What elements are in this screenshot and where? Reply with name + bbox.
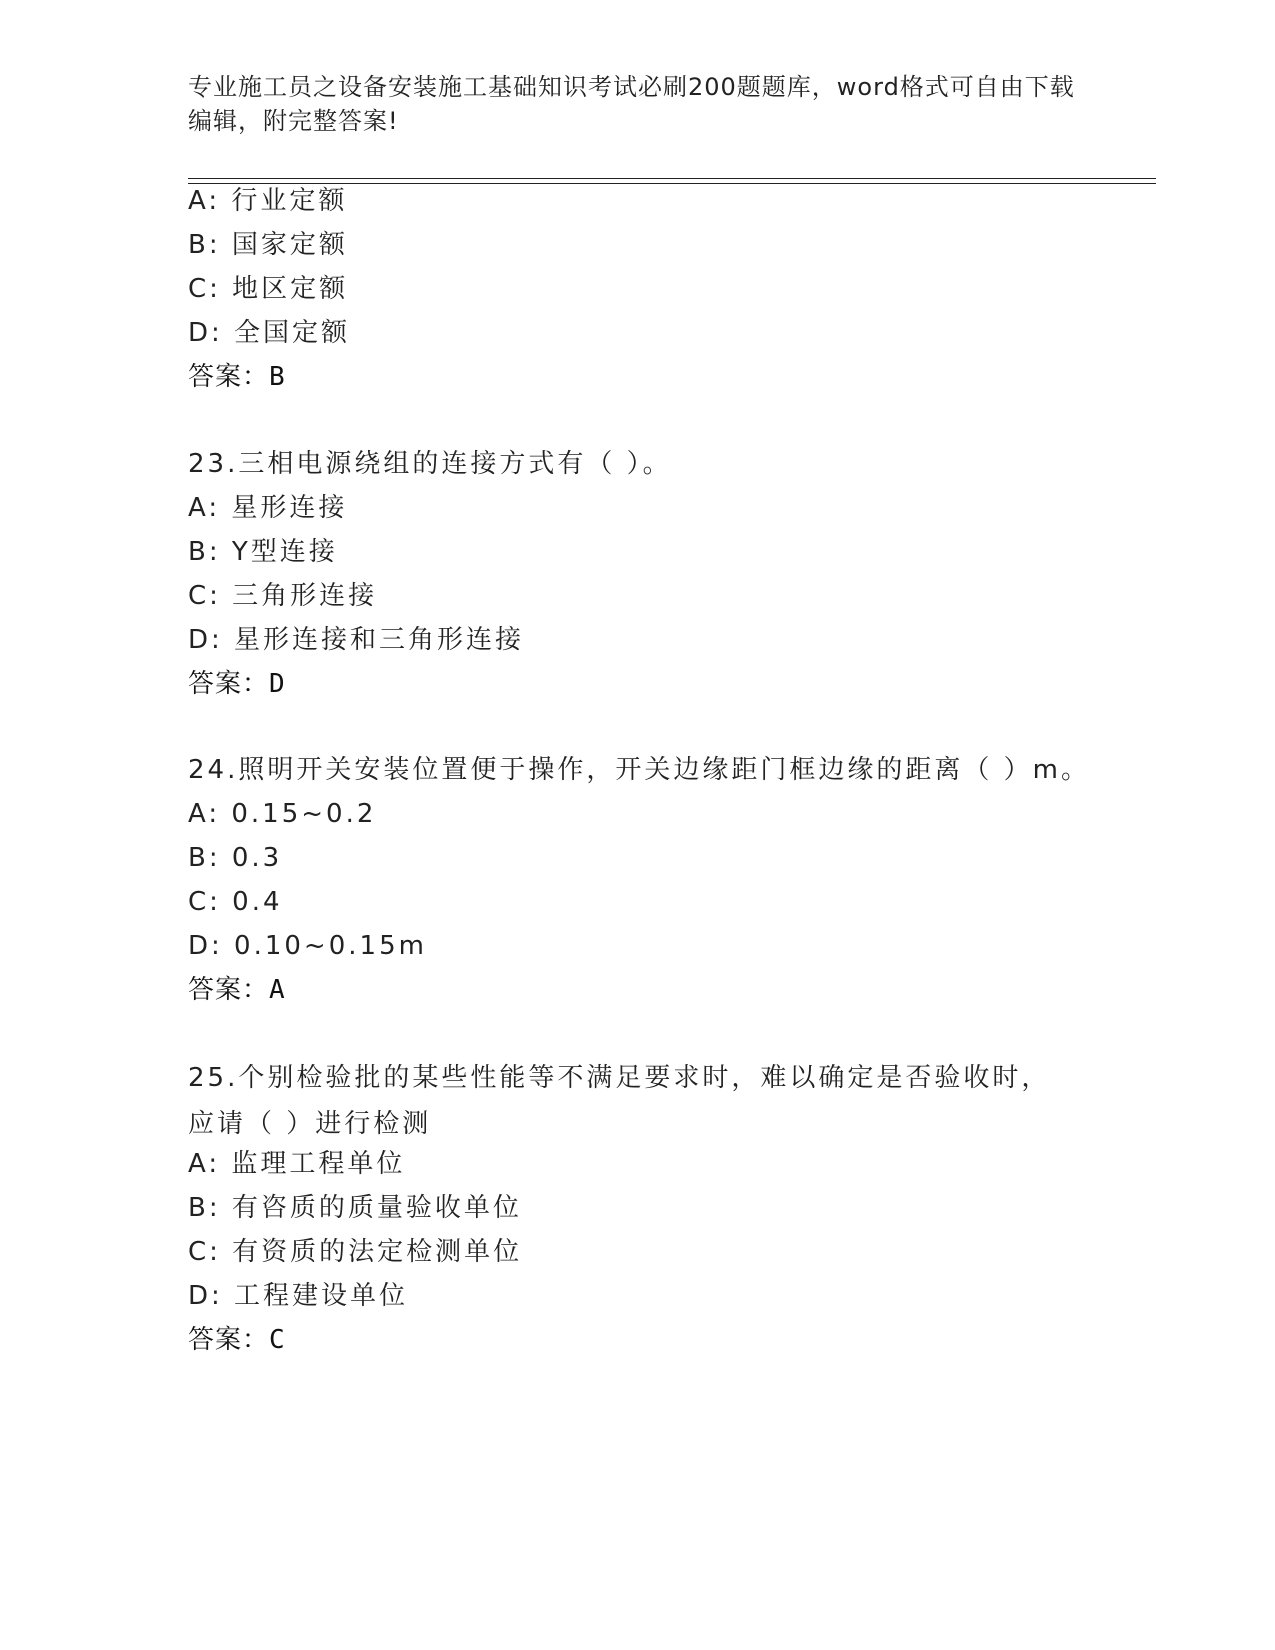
- answer-label: 答案：: [188, 669, 270, 699]
- question-text: 25.个别检验批的某些性能等不满足要求时，难以确定是否验收时，应请（ ）进行检测: [188, 1063, 1051, 1139]
- question-text: 24.照明开关安装位置便于操作，开关边缘距门框边缘的距离（ ）m。: [188, 755, 1090, 785]
- option-d: D: 全国定额: [188, 318, 351, 348]
- option-a: A: 0.15~0.2: [188, 799, 377, 829]
- option-d: D: 0.10~0.15m: [188, 931, 427, 961]
- answer-line: [188, 667, 286, 701]
- option-b: B: Y型连接: [188, 537, 338, 567]
- answer-label: 答案：: [188, 975, 270, 1005]
- answer-value: B: [269, 362, 286, 392]
- option-c: C: 三角形连接: [188, 581, 378, 611]
- answer-label: 答案：: [188, 362, 270, 392]
- option-b: B: 国家定额: [188, 230, 348, 260]
- answer-value: A: [269, 975, 286, 1005]
- option-d: D: 星形连接和三角形连接: [188, 625, 525, 655]
- answer-label: 答案：: [188, 1325, 270, 1355]
- option-b: B: 0.3: [188, 843, 283, 873]
- option-d: D: 工程建设单位: [188, 1281, 409, 1311]
- option-c: C: 地区定额: [188, 274, 349, 304]
- option-b: B: 有咨质的质量验收单位: [188, 1193, 522, 1223]
- question-text: 23.三相电源绕组的连接方式有（ ）。: [188, 449, 672, 479]
- option-a: A: 星形连接: [188, 493, 348, 523]
- option-a: A: 行业定额: [188, 186, 348, 216]
- option-a: A: 监理工程单位: [188, 1149, 406, 1179]
- answer-value: C: [269, 1325, 286, 1355]
- answer-line: [188, 1323, 286, 1357]
- answer-value: D: [269, 669, 286, 699]
- option-c: C: 0.4: [188, 887, 283, 917]
- answer-line: [188, 360, 286, 394]
- document-header-title: 专业施工员之设备安装施工基础知识考试必刷200题题库，word格式可自由下载编辑，附完整答案!: [188, 73, 1075, 135]
- header-divider-top: [188, 178, 1156, 179]
- option-c: C: 有资质的法定检测单位: [188, 1237, 523, 1267]
- answer-line: [188, 973, 286, 1007]
